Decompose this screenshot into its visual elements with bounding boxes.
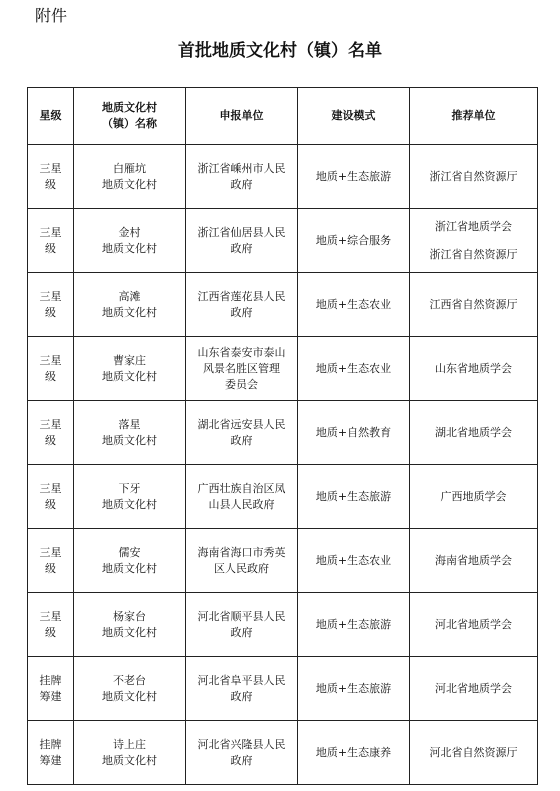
table-row [28, 209, 538, 273]
header-level: 星级 [28, 88, 74, 145]
level-cell [28, 209, 74, 273]
level-line: 级 [45, 561, 56, 575]
recommender-cell [410, 273, 538, 337]
document-title: 首批地质文化村（镇）名单 [178, 41, 382, 61]
applicant-cell [186, 273, 298, 337]
table-row [28, 593, 538, 657]
applicant-line: 政府 [230, 625, 253, 639]
level-cell [28, 465, 74, 529]
model-cell: 地质+生态农业 [298, 337, 410, 401]
level-line: 筹建 [39, 753, 62, 767]
village-list-table [27, 87, 538, 785]
recommender-cell [410, 593, 538, 657]
applicant-line: 委员会 [225, 377, 258, 391]
recommender-cell [410, 337, 538, 401]
recommender-line: 海南省地质学会 [435, 553, 512, 567]
village-name-line: 地质文化村 [102, 369, 157, 383]
recommender-line: 河北省自然资源厅 [429, 745, 518, 759]
recommender-line: 广西地质学会 [440, 489, 507, 503]
village-name-cell [74, 209, 186, 273]
level-cell [28, 657, 74, 721]
applicant-line: 湖北省远安县人民 [197, 417, 286, 431]
applicant-line: 山县人民政府 [208, 497, 275, 511]
recommender-line: 山东省地质学会 [435, 361, 512, 375]
level-cell [28, 401, 74, 465]
recommender-line: 湖北省地质学会 [435, 425, 512, 439]
recommender-line: 浙江省地质学会 [435, 219, 512, 233]
village-name-line: 地质文化村 [102, 433, 157, 447]
header-name-line1: 地质文化村 [102, 101, 157, 114]
level-line: 三星 [39, 481, 62, 495]
recommender-cell [410, 657, 538, 721]
level-cell [28, 529, 74, 593]
header-model: 建设模式 [298, 88, 410, 145]
model-cell: 地质+生态旅游 [298, 145, 410, 209]
level-line: 级 [45, 625, 56, 639]
model-cell: 地质+生态农业 [298, 273, 410, 337]
village-name-line: 地质文化村 [102, 689, 157, 703]
header-recommender: 推荐单位 [410, 88, 538, 145]
village-name-line: 金村 [118, 225, 141, 239]
village-name-line: 地质文化村 [102, 241, 157, 255]
table-row [28, 145, 538, 209]
applicant-line: 风景名胜区管理 [203, 361, 280, 375]
model-cell: 地质+生态旅游 [298, 465, 410, 529]
level-line: 三星 [39, 289, 62, 303]
applicant-line: 政府 [230, 689, 253, 703]
recommender-line: 浙江省自然资源厅 [429, 247, 518, 261]
village-name-line: 地质文化村 [102, 177, 157, 191]
applicant-line: 区人民政府 [214, 561, 269, 575]
village-name-line: 地质文化村 [102, 753, 157, 767]
village-name-cell [74, 401, 186, 465]
attachment-label: 附件 [35, 6, 68, 25]
level-line: 三星 [39, 161, 62, 175]
level-cell [28, 593, 74, 657]
table-row [28, 465, 538, 529]
applicant-line: 河北省顺平县人民 [197, 609, 286, 623]
table-row [28, 721, 538, 785]
recommender-cell [410, 145, 538, 209]
level-line: 级 [45, 369, 56, 383]
village-name-cell [74, 721, 186, 785]
village-name-line: 落星 [118, 417, 141, 431]
applicant-line: 政府 [230, 305, 253, 319]
level-line: 三星 [39, 353, 62, 367]
level-line: 挂牌 [39, 737, 62, 751]
village-name-line: 曹家庄 [113, 353, 146, 367]
level-line: 三星 [39, 609, 62, 623]
recommender-line: 江西省自然资源厅 [429, 297, 518, 311]
applicant-line: 浙江省嵊州市人民 [197, 161, 286, 175]
village-name-cell [74, 529, 186, 593]
applicant-cell [186, 465, 298, 529]
applicant-cell [186, 721, 298, 785]
village-name-line: 白雁坑 [113, 161, 146, 175]
recommender-line: 河北省地质学会 [435, 617, 512, 631]
applicant-line: 政府 [230, 177, 253, 191]
applicant-cell [186, 529, 298, 593]
village-name-cell [74, 465, 186, 529]
model-cell: 地质+生态旅游 [298, 657, 410, 721]
model-cell: 地质+生态农业 [298, 529, 410, 593]
applicant-line: 政府 [230, 433, 253, 447]
level-line: 三星 [39, 545, 62, 559]
village-name-cell [74, 593, 186, 657]
model-cell: 地质+自然教育 [298, 401, 410, 465]
model-cell: 地质+综合服务 [298, 209, 410, 273]
header-name [74, 88, 186, 145]
applicant-line: 河北省阜平县人民 [197, 673, 286, 687]
applicant-line: 江西省莲花县人民 [197, 289, 286, 303]
village-name-line: 杨家台 [113, 609, 146, 623]
recommender-line: 浙江省自然资源厅 [429, 169, 518, 183]
applicant-line: 广西壮族自治区凤 [197, 481, 286, 495]
recommender-cell [410, 401, 538, 465]
applicant-line: 海南省海口市秀英 [197, 545, 286, 559]
applicant-line: 山东省泰安市泰山 [197, 345, 286, 359]
village-name-line: 地质文化村 [102, 497, 157, 511]
applicant-cell [186, 657, 298, 721]
table-row [28, 657, 538, 721]
village-name-cell [74, 657, 186, 721]
village-name-line: 下牙 [118, 481, 141, 495]
header-name-line2: （镇）名称 [102, 117, 157, 130]
recommender-cell [410, 465, 538, 529]
model-cell: 地质+生态康养 [298, 721, 410, 785]
level-line: 级 [45, 305, 56, 319]
applicant-line: 政府 [230, 753, 253, 767]
village-name-cell [74, 337, 186, 401]
applicant-cell [186, 145, 298, 209]
applicant-cell [186, 593, 298, 657]
table-row [28, 529, 538, 593]
village-name-cell [74, 145, 186, 209]
applicant-cell [186, 337, 298, 401]
table-body [28, 145, 538, 785]
recommender-line: 河北省地质学会 [435, 681, 512, 695]
recommender-cell [410, 209, 538, 273]
level-cell [28, 273, 74, 337]
village-name-line: 诗上庄 [113, 737, 146, 751]
level-line: 级 [45, 241, 56, 255]
level-cell [28, 337, 74, 401]
table-row [28, 337, 538, 401]
level-line: 挂牌 [39, 673, 62, 687]
level-line: 三星 [39, 417, 62, 431]
village-name-line: 不老台 [113, 673, 146, 687]
table-row [28, 273, 538, 337]
level-line: 级 [45, 177, 56, 191]
village-name-line: 儒安 [118, 545, 141, 559]
level-line: 三星 [39, 225, 62, 239]
recommender-cell [410, 529, 538, 593]
recommender-cell [410, 721, 538, 785]
village-name-line: 高滩 [118, 289, 141, 303]
level-line: 级 [45, 497, 56, 511]
applicant-line: 河北省兴隆县人民 [197, 737, 286, 751]
village-name-cell [74, 273, 186, 337]
model-cell: 地质+生态旅游 [298, 593, 410, 657]
applicant-cell [186, 209, 298, 273]
level-cell [28, 721, 74, 785]
applicant-line: 浙江省仙居县人民 [197, 225, 286, 239]
level-line: 级 [45, 433, 56, 447]
applicant-line: 政府 [230, 241, 253, 255]
village-name-line: 地质文化村 [102, 561, 157, 575]
header-applicant: 申报单位 [186, 88, 298, 145]
table-row [28, 401, 538, 465]
village-name-line: 地质文化村 [102, 625, 157, 639]
level-line: 筹建 [39, 689, 62, 703]
table-header-row [28, 88, 538, 145]
village-name-line: 地质文化村 [102, 305, 157, 319]
applicant-cell [186, 401, 298, 465]
level-cell [28, 145, 74, 209]
